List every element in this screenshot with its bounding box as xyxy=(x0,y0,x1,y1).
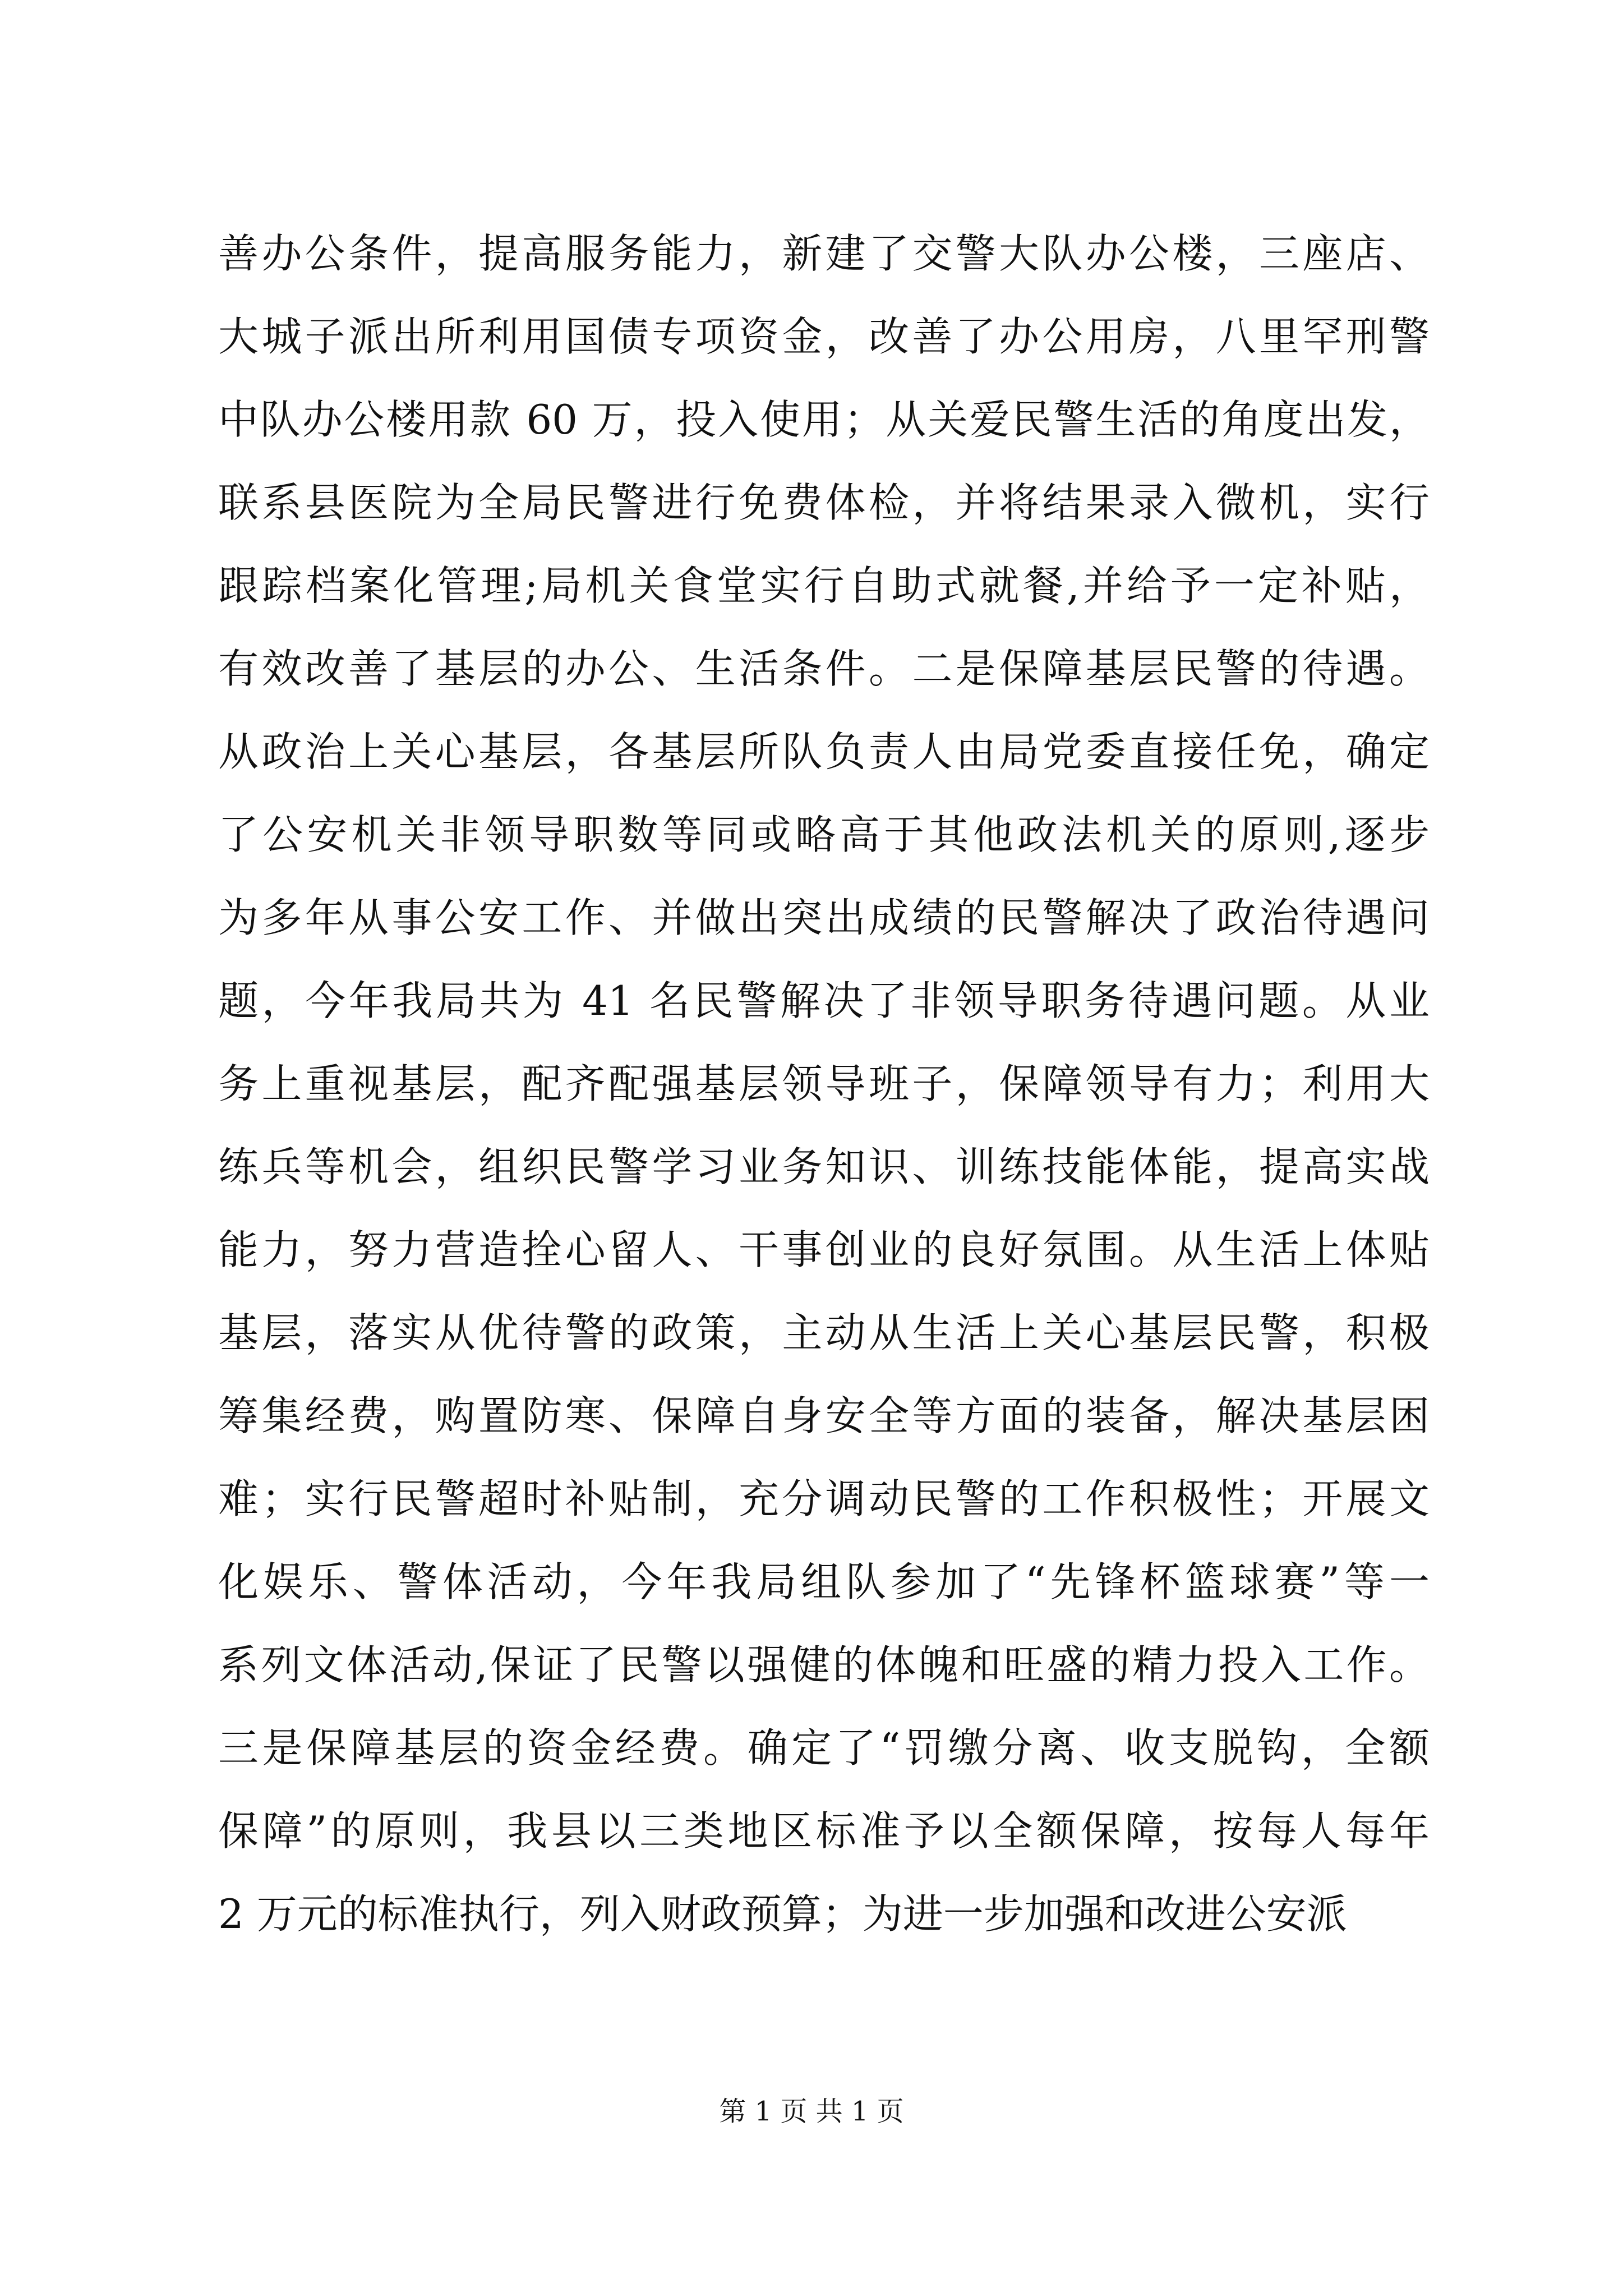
text-line: 题，今年我局共为 41 名民警解决了非领导职务待遇问题。从业 xyxy=(218,977,1430,1024)
text-line: 2 万元的标准执行，列入财政预算；为进一步加强和改进公安派 xyxy=(218,1890,1347,1938)
text-line: 难；实行民警超时补贴制，充分调动民警的工作积极性；开展文 xyxy=(218,1475,1430,1522)
text-line: 保障”的原则，我县以三类地区标准予以全额保障，按每人每年 xyxy=(218,1807,1430,1855)
text-line: 三是保障基层的资金经费。确定了“罚缴分离、收支脱钩，全额 xyxy=(218,1724,1430,1772)
text-line: 联系县医院为全局民警进行免费体检，并将结果录入微机，实行 xyxy=(218,479,1430,526)
page-number: 第 1 页 共 1 页 xyxy=(719,2096,904,2127)
text-line: 从政治上关心基层，各基层所队负责人由局党委直接任免，确定 xyxy=(218,728,1430,775)
text-line: 了公安机关非领导职数等同或略高于其他政法机关的原则,逐步 xyxy=(218,811,1430,858)
text-line: 中队办公楼用款 60 万，投入使用；从关爱民警生活的角度出发， xyxy=(218,396,1430,443)
text-line: 善办公条件，提高服务能力，新建了交警大队办公楼，三座店、 xyxy=(218,230,1430,277)
text-line: 为多年从事公安工作、并做出突出成绩的民警解决了政治待遇问 xyxy=(218,894,1430,941)
body-text xyxy=(218,212,1430,1955)
text-line: 跟踪档案化管理;局机关食堂实行自助式就餐,并给予一定补贴， xyxy=(218,562,1430,609)
text-line: 务上重视基层，配齐配强基层领导班子，保障领导有力；利用大 xyxy=(218,1060,1430,1107)
text-line: 有效改善了基层的办公、生活条件。二是保障基层民警的待遇。 xyxy=(218,645,1430,692)
text-line: 基层，落实从优待警的政策，主动从生活上关心基层民警，积极 xyxy=(218,1309,1430,1356)
page-footer xyxy=(0,2090,1623,2128)
text-line: 大城子派出所利用国债专项资金，改善了办公用房，八里罕刑警 xyxy=(218,313,1430,360)
text-line: 化娱乐、警体活动，今年我局组队参加了“先锋杯篮球赛”等一 xyxy=(218,1558,1430,1605)
text-line: 系列文体活动,保证了民警以强健的体魄和旺盛的精力投入工作。 xyxy=(218,1641,1430,1688)
text-line: 练兵等机会，组织民警学习业务知识、训练技能体能，提高实战 xyxy=(218,1143,1430,1190)
text-line: 能力，努力营造拴心留人、干事创业的良好氛围。从生活上体贴 xyxy=(218,1226,1430,1273)
text-line: 筹集经费，购置防寒、保障自身安全等方面的装备，解决基层困 xyxy=(218,1392,1430,1439)
